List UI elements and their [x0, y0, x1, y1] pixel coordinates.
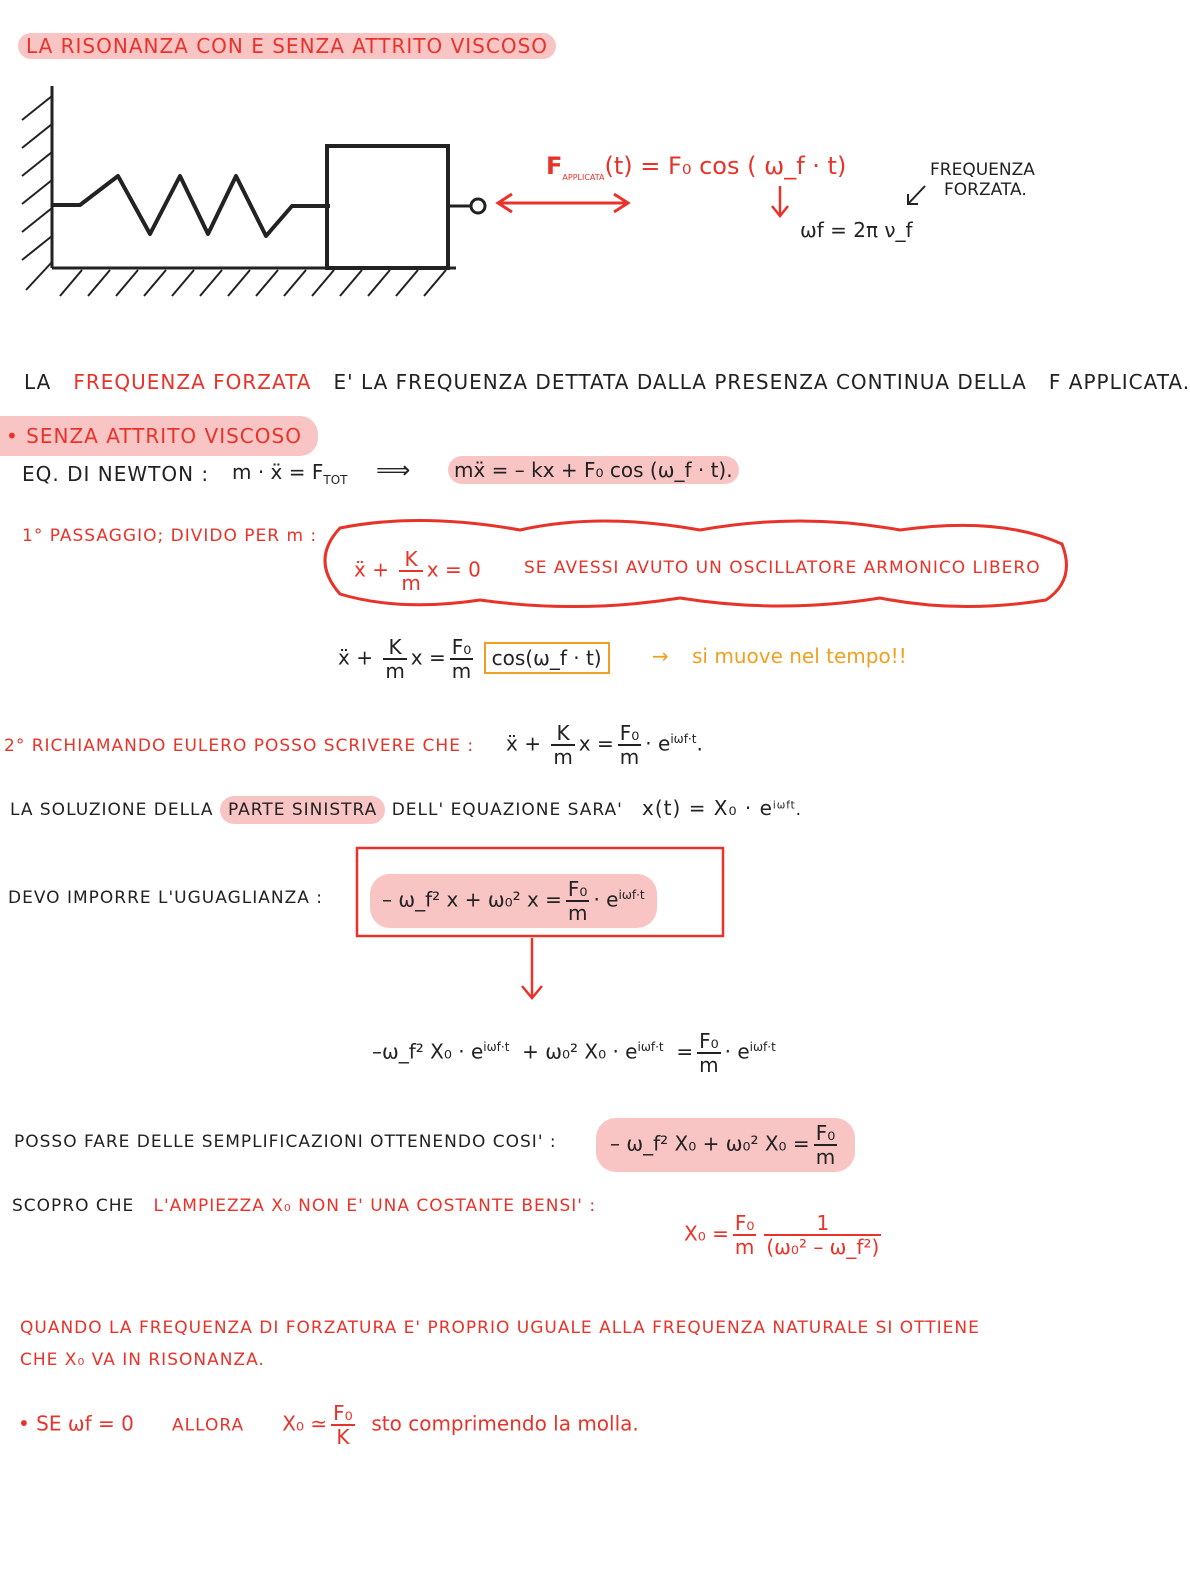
amplitude-den: (ω₀² – ω_f²)	[766, 1235, 880, 1259]
newton-arrow: ⟹	[376, 456, 411, 484]
solution-part1: LA SOLUZIONE DELLA	[10, 800, 214, 820]
force-subscript: APPLICATA	[562, 172, 605, 182]
solution-part3: DELL' EQUAZIONE SARA'	[391, 800, 623, 820]
definition-term: FREQUENZA FORZATA	[73, 370, 312, 394]
simplify-f0: F₀	[815, 1121, 836, 1145]
amplitude-f0: F₀	[734, 1211, 755, 1235]
step1-m2: m	[451, 659, 472, 683]
step1-k: K	[383, 636, 406, 660]
simplify-eq: – ω_f² X₀ + ω₀² X₀ =	[610, 1131, 810, 1156]
simplify-label: POSSO FARE DELLE SEMPLIFICAZIONI OTTENENDO COSI' :	[14, 1132, 557, 1152]
step1-m: m	[385, 659, 405, 683]
page-title: LA RISONANZA CON E SENZA ATTRITO VISCOSO	[18, 33, 556, 59]
cloud-eq-rest: x = 0	[426, 557, 481, 582]
expanded-t1: –ω_f² X₀ · e	[372, 1039, 484, 1064]
expanded-s1: iωf·t	[483, 1039, 510, 1054]
omega-definition: ωf = 2π ν_f	[800, 218, 913, 242]
step1-equation	[338, 636, 610, 682]
cloud-k: K	[399, 548, 422, 572]
step1-note: si muove nel tempo!!	[692, 644, 907, 668]
cloud-m: m	[401, 571, 421, 595]
definition-part1: LA	[24, 370, 52, 394]
expanded-t3: =	[676, 1039, 694, 1064]
case-part3: X₀ ≃	[282, 1411, 328, 1436]
section-heading: • SENZA ATTRITO VISCOSO	[0, 416, 318, 456]
cloud-note: SE AVESSI AVUTO UN OSCILLATORE ARMONICO LIBERO	[524, 558, 1041, 578]
freq-note-line1: FREQUENZA	[930, 160, 1035, 180]
case-k: K	[336, 1425, 350, 1449]
cloud-eq-left: ẍ +	[354, 557, 396, 582]
amplitude-eq: X₀ =	[684, 1221, 729, 1246]
expanded-equation	[372, 1030, 776, 1076]
step2-exp: · e	[645, 731, 671, 756]
case-f0: F₀	[333, 1401, 353, 1425]
amplitude-one: 1	[764, 1212, 881, 1236]
case-part2: ALLORA	[172, 1415, 245, 1436]
case-part1: • SE ωf = 0	[18, 1411, 134, 1436]
impose-eq: – ω_f² x + ω₀² x =	[382, 887, 562, 912]
impose-equation	[370, 874, 657, 928]
impose-f0: F₀	[567, 877, 588, 901]
solution-sup: iωft	[772, 800, 796, 812]
step2-m2: m	[619, 745, 640, 769]
case-line	[18, 1402, 639, 1448]
expanded-s2: iωf·t	[637, 1039, 664, 1054]
expanded-s4: iωf·t	[749, 1039, 776, 1054]
impose-label: DEVO IMPORRE L'UGUAGLIANZA :	[8, 888, 323, 908]
step1-x: x =	[410, 645, 446, 670]
definition-line	[24, 370, 1190, 394]
discover-part2: L'AMPIEZZA X₀ NON E' UNA COSTANTE BENSI' :	[153, 1196, 597, 1216]
resonance-line2: CHE X₀ VA IN RISONANZA.	[20, 1350, 265, 1370]
step2-k: K	[551, 722, 574, 746]
force-argument: (t) = F₀ cos ( ω_f · t)	[604, 152, 847, 180]
step1-eq-left: ẍ +	[338, 645, 380, 670]
newton-sub: TOT	[323, 473, 348, 487]
amplitude-m: m	[734, 1235, 755, 1259]
definition-part3: E' LA FREQUENZA DETTATA DALLA PRESENZA CONTINUA DELLA	[333, 370, 1027, 394]
simplify-m: m	[815, 1145, 836, 1169]
freq-note-line2: FORZATA.	[944, 180, 1027, 200]
expanded-t2: + ω₀² X₀ · e	[522, 1039, 638, 1064]
step2-f0: F₀	[619, 721, 640, 745]
discover-part1: SCOPRO CHE	[12, 1196, 135, 1216]
step1-cos-box: cos(ω_f · t)	[484, 642, 610, 674]
expanded-m: m	[699, 1053, 719, 1077]
step2-end: .	[696, 731, 703, 756]
definition-force: F APPLICATA.	[1048, 370, 1190, 394]
cloud-equation	[354, 548, 481, 594]
impose-m: m	[567, 901, 588, 925]
solution-highlight: PARTE SINISTRA	[220, 796, 385, 824]
step1-arrow: →	[652, 644, 669, 668]
step2-equation	[506, 722, 703, 768]
step1-f0: F₀	[451, 635, 472, 659]
step1-label: 1° PASSAGGIO; DIVIDO PER m :	[22, 526, 318, 546]
newton-eq: m · ẍ = F	[232, 460, 324, 484]
expanded-t4: · e	[724, 1039, 750, 1064]
impose-exp: · e	[593, 887, 619, 912]
newton-equation	[232, 460, 347, 487]
step2-label: 2° RICHIAMANDO EULERO POSSO SCRIVERE CHE :	[4, 736, 475, 756]
solution-formula: x(t) = X₀ · e	[642, 796, 773, 820]
expanded-f0: F₀	[699, 1029, 719, 1053]
newton-label: EQ. DI NEWTON :	[22, 462, 210, 486]
impose-sup: iωf·t	[618, 887, 645, 902]
solution-line	[10, 796, 802, 820]
step2-eq-left: ẍ +	[506, 731, 548, 756]
step2-m: m	[553, 745, 573, 769]
amplitude-formula	[684, 1212, 885, 1258]
newton-result: mẍ = – kx + F₀ cos (ω_f · t).	[448, 456, 739, 484]
resonance-line1: QUANDO LA FREQUENZA DI FORZATURA E' PROPRIO UGUALE ALLA FREQUENZA NATURALE SI OTTIENE	[20, 1318, 980, 1338]
step2-sup: iωf·t	[670, 731, 697, 746]
case-part4: sto comprimendo la molla.	[371, 1411, 639, 1436]
simplify-equation	[596, 1118, 855, 1172]
force-expression	[546, 152, 846, 182]
discover-line	[12, 1196, 596, 1216]
solution-end: .	[795, 800, 803, 820]
force-symbol: F	[546, 152, 563, 180]
step2-x: x =	[578, 731, 614, 756]
